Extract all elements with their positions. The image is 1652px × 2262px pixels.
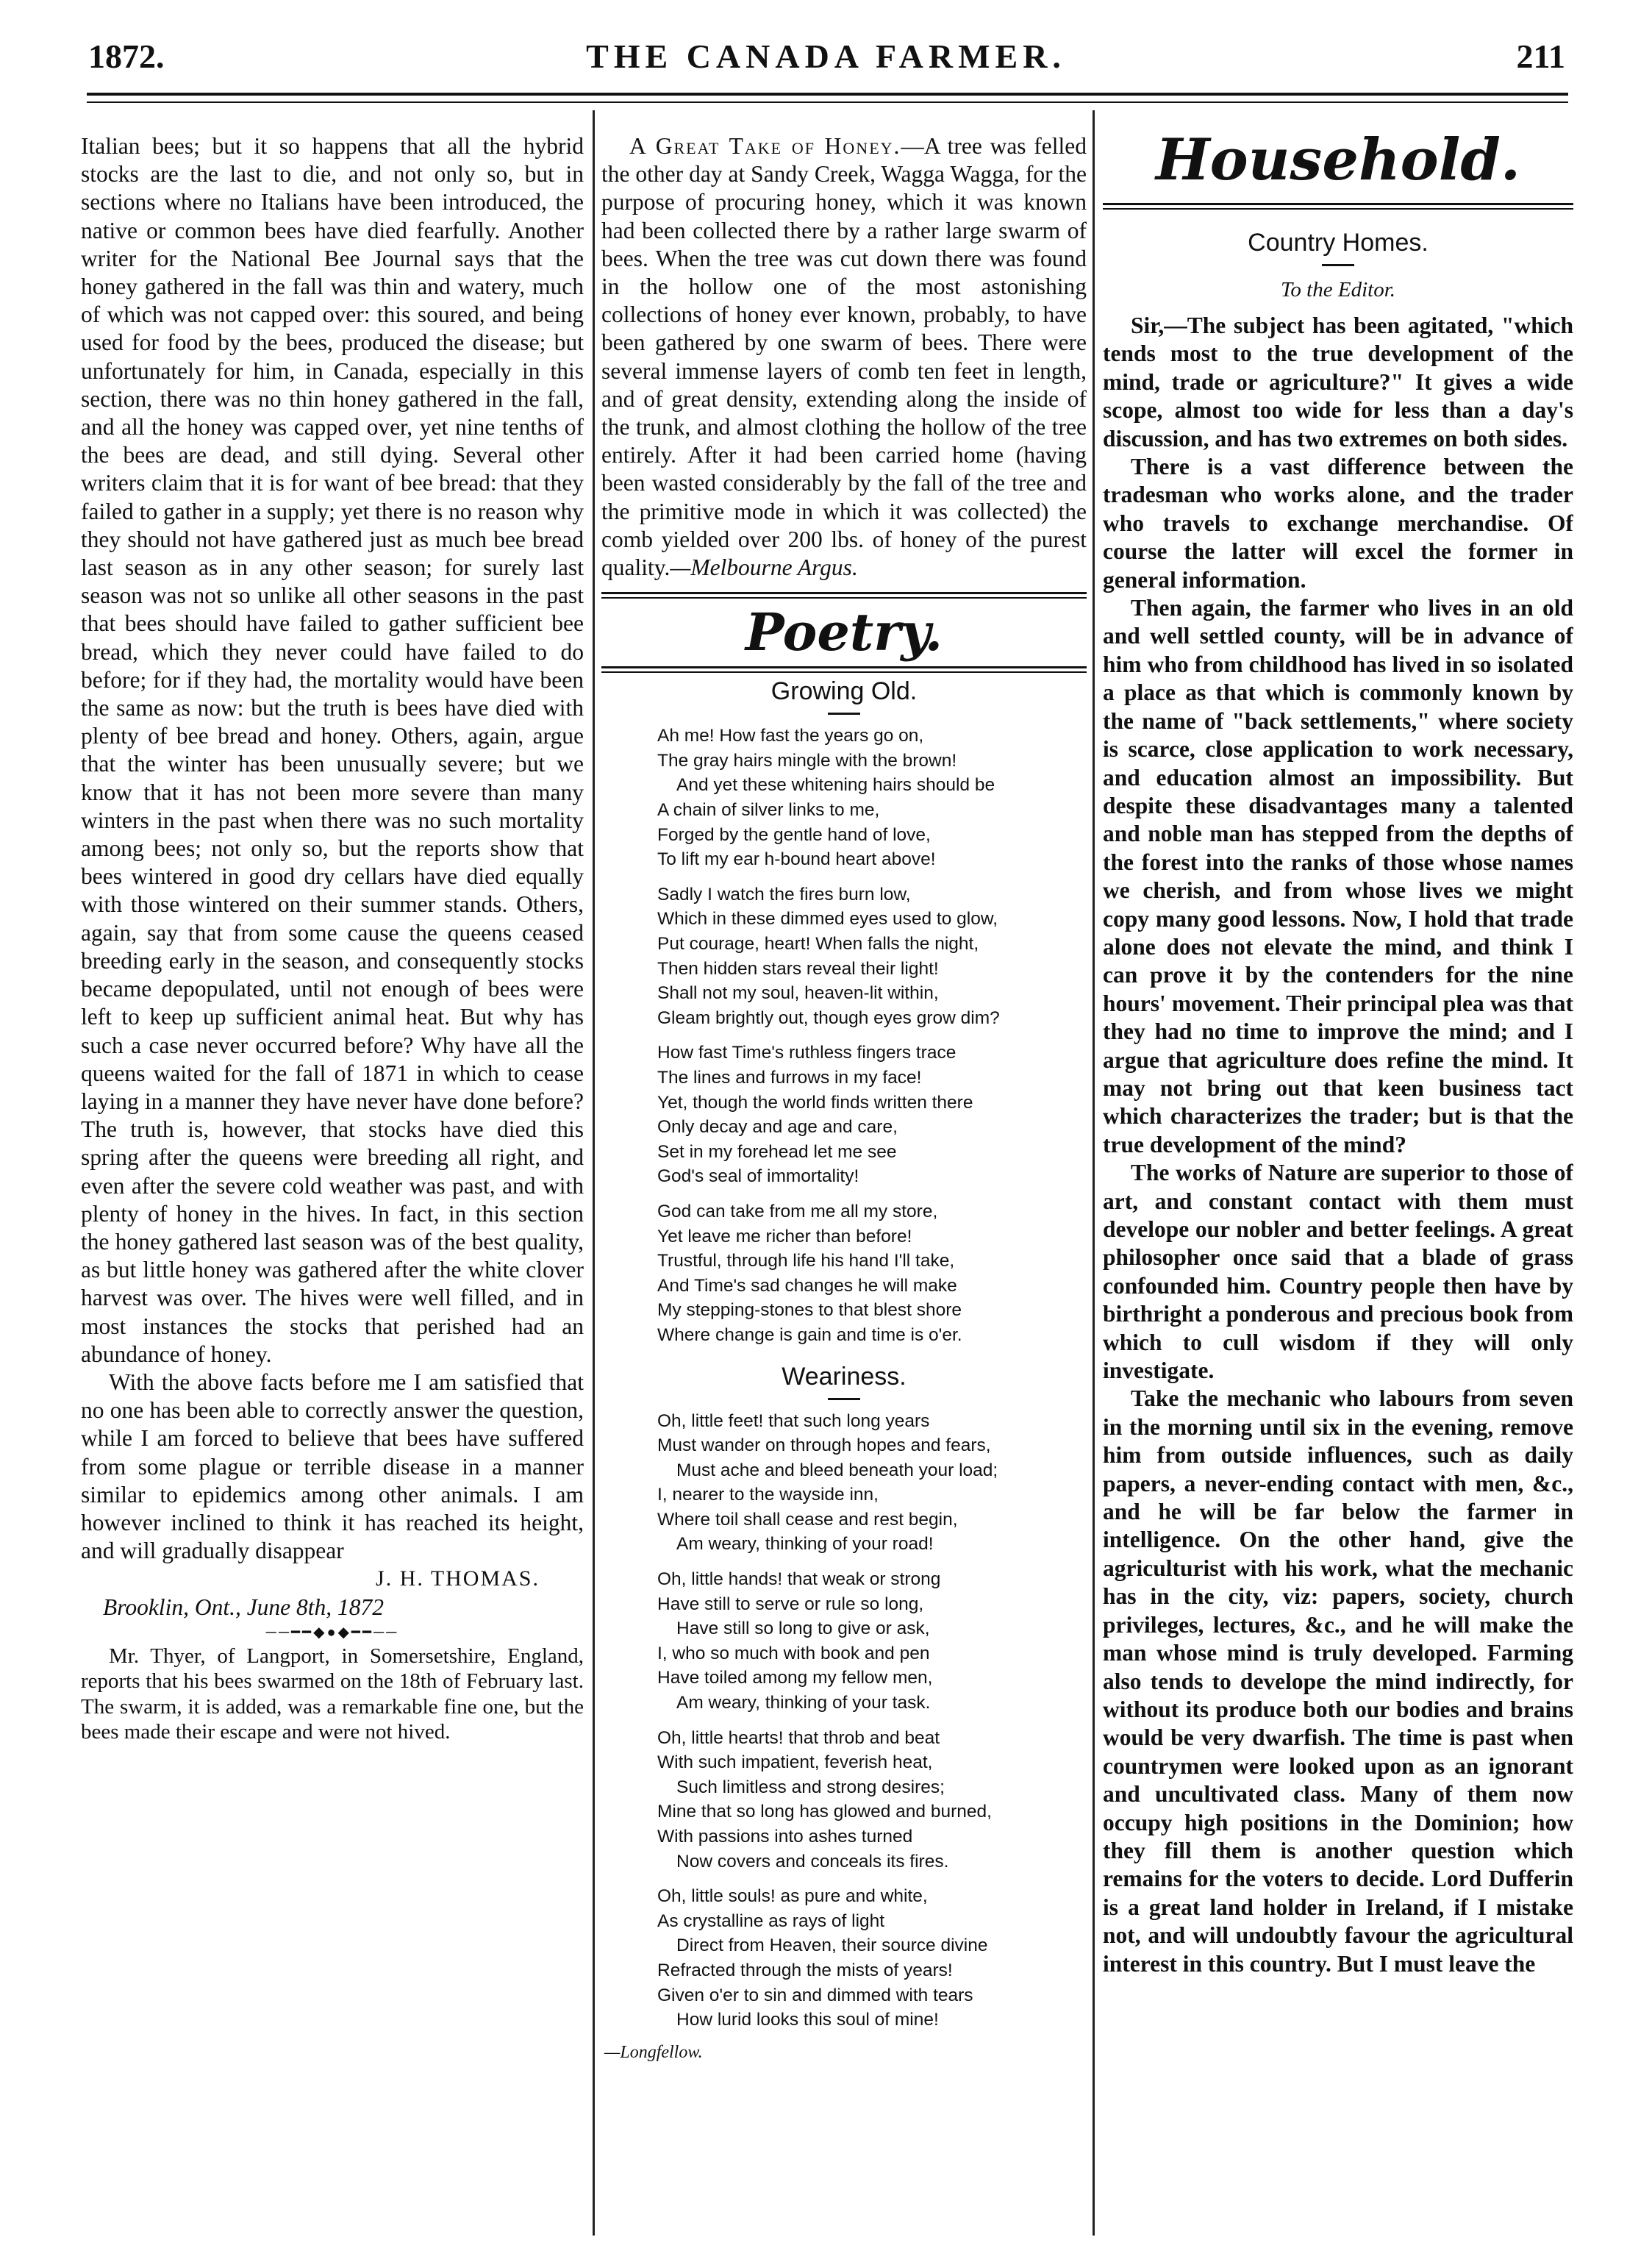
poem-line: Oh, little hands! that weak or strong bbox=[657, 1569, 941, 1590]
poem-line: Now covers and conceals its fires. bbox=[676, 1851, 949, 1872]
section-rule-thin bbox=[1103, 208, 1573, 210]
poem-line: Where toil shall cease and rest begin, bbox=[657, 1509, 958, 1530]
poem-line: Ah me! How fast the years go on, bbox=[657, 726, 924, 746]
section-rule bbox=[601, 592, 1087, 594]
poem-stanza bbox=[657, 1409, 1087, 1558]
country-homes-article bbox=[1103, 312, 1573, 1978]
poem-line: Which in these dimmed eyes used to glow, bbox=[657, 909, 998, 930]
divider-ornament: ──━━◆●◆━━── bbox=[265, 1624, 399, 1641]
poem-line: How lurid looks this soul of mine! bbox=[676, 2010, 939, 2030]
poem-line: Sadly I watch the fires burn low, bbox=[657, 884, 911, 905]
article-paragraph: The works of Nature are superior to those of art, and constant contact with them must develope our nobler and better feelings. A great philosopher once said that a blade of grass confounded him. Country people then have by birthright a ponderous and precious book from which to cull wisdom if they will only investigate. bbox=[1103, 1160, 1573, 1384]
dateline: Brooklin, Ont., June 8th, 1872 bbox=[103, 1594, 385, 1620]
poem-stanza bbox=[657, 882, 1087, 1031]
header-rule-thick bbox=[87, 93, 1568, 96]
column-household bbox=[1103, 124, 1573, 2236]
poem-line: Mine that so long has glowed and burned, bbox=[657, 1802, 992, 1822]
poem-attribution: —Longfellow. bbox=[604, 2042, 703, 2062]
poem-stanza bbox=[657, 1884, 1087, 2033]
poem-line: Given o'er to sin and dimmed with tears bbox=[657, 1985, 973, 2005]
poem-line: God's seal of immortality! bbox=[657, 1166, 859, 1187]
poem-line: I, nearer to the wayside inn, bbox=[657, 1485, 879, 1505]
poem-line: Have still to serve or rule so long, bbox=[657, 1594, 924, 1614]
poem-line: The lines and furrows in my face! bbox=[657, 1067, 922, 1088]
household-section-title: Household. bbox=[1155, 126, 1521, 193]
poem-line: Such limitless and strong desires; bbox=[676, 1777, 945, 1797]
section-rule-thin bbox=[601, 671, 1087, 673]
poem-stanza bbox=[657, 1726, 1087, 1874]
poem-line: The gray hairs mingle with the brown! bbox=[657, 750, 957, 771]
honey-article-source: —Melbourne Argus. bbox=[670, 554, 858, 581]
poem-line: With passions into ashes turned bbox=[657, 1827, 913, 1847]
article-paragraph: Sir,—The subject has been agitated, "which tends most to the true development of the mind, trade or agriculture?" It gives a wide scope, almost too wide for less than a day's discussion, and has two extremes on both sides. bbox=[1103, 313, 1573, 452]
header-title: THE CANADA FARMER. bbox=[586, 38, 1066, 75]
article-paragraph: Take the mechanic who labours from seven in the morning until six in the evening, remove him from outside influences, such as daily papers, a never-ending contact with men, &c., and he will be far below the farmer in intelligence. On the other hand, give the agriculturist with his work, what the mechanic has in the city, viz: papers, society, church privileges, lectures, &c., and he will make the man whose mind is truly developed. Farming also tends to develope the mind indirectly, for without its produce both our bodies and brains would be very dwarfish. The time is past when countrymen were looked upon as an ignorant and uncultivated class. Many of them now occupy high positions in the Dominion; how they fill them is another question which remains for the voters to decide. Lord Dufferin is a great land holder in Ireland, if I mistake not, and will undoubtly favour the agricultural interest in this country. But I must leave the bbox=[1103, 1385, 1573, 1977]
honey-article-title: A Great Take of Honey. bbox=[629, 133, 901, 159]
poem-stanza bbox=[657, 724, 1087, 872]
poem-line: How fast Time's ruthless fingers trace bbox=[657, 1043, 956, 1063]
column-honey-poetry bbox=[601, 132, 1087, 2236]
poem-line: Oh, little hearts! that throb and beat bbox=[657, 1727, 940, 1748]
title-dash bbox=[1322, 264, 1354, 266]
poem-line: Have toiled among my fellow men, bbox=[657, 1668, 933, 1688]
poem-stanza bbox=[657, 1199, 1087, 1348]
poem-line: Must wander on through hopes and fears, bbox=[657, 1435, 991, 1456]
article-paragraph: Italian bees; but it so happens that all the hybrid stocks are the last to die, and not only so, but in sections where no Italians have been introduced, the native or common bees have died fearfully. Another writer for the National Bee Journal says that the honey gathered in the fall was thin and watery, much of which was not capped over: this soured, and being used for food by the bees, produced the disease; but unfortunately for him, in Canada, especially in this section, there was no thin honey gathered in the fall, and all the honey was capped over, yet nine tenths of the bees are dead, and still dying. Several other writers claim that it is for want of bee bread: that they failed to gather in a supply; yet there is no reason why they should not have gathered just as much bee bread last season as in any other season; for surely last season was not so unlike all other seasons in the past that bees should have failed to gather sufficient bee bread, which they never could have failed to do before; for if they had, the mortality would have been the same as now: but the truth is bees have died with plenty of bee bread and honey. Others, again, argue that the winter has been unusually severe; but we know that it has not been more severe than many winters in the past when there was no such mortality among bees; not only so, but the reports show that bees wintered in good dry cellars have died equally with those wintered on their summer stands. Others, again, say that from some cause the queens ceased breeding early in the season, and consequently stocks became depopulated, until not enough of bees were left to keep up sufficient animal heat. But why has such a case never occurred before? Why have all the queens waited for the fall of 1871 in which to cease laying in a manner they have never have done before? The truth is, however, that stocks have died this spring after the queens were breeding all right, and even after the severe cold weather was past, and with plenty of honey in the hives. In fact, in this section the honey gathered last season was of the best quality, as but little honey was gathered after the white clover harvest was over. The hives were well filled, and in most instances the stocks that perished had an abundance of honey. bbox=[81, 133, 584, 1367]
poem-line: Yet leave me richer than before! bbox=[657, 1226, 912, 1246]
poem-line: Where change is gain and time is o'er. bbox=[657, 1324, 962, 1345]
poem-line: Shall not my soul, heaven-lit within, bbox=[657, 983, 939, 1004]
column-divider-1 bbox=[593, 110, 595, 2236]
poem-line: Am weary, thinking of your task. bbox=[676, 1693, 931, 1713]
header-year: 1872. bbox=[88, 38, 165, 75]
author-signature: J. H. THOMAS. bbox=[376, 1566, 540, 1591]
section-rule bbox=[1103, 203, 1573, 205]
poem-line: Oh, little souls! as pure and white, bbox=[657, 1886, 928, 1907]
poem-line: As crystalline as rays of light bbox=[657, 1910, 885, 1931]
poem-stanza bbox=[657, 1567, 1087, 1716]
poem-line: Trustful, through life his hand I'll take, bbox=[657, 1251, 955, 1271]
poem-line: Have still so long to give or ask, bbox=[676, 1619, 930, 1639]
poem-line: I, who so much with book and pen bbox=[657, 1643, 930, 1663]
article-paragraph: Then again, the farmer who lives in an old and well settled county, will be in advance of him who from childhood has lived in so isolated a place as that which is commonly known by the name of "back settlements," where society is scarce, close application to work necessary, and education almost an impossibility. But despite these disadvantages many a talented and noble man has stepped from the depths of the forest into the ranks of those whose names we cherish, and from whose lives we might copy many good lessons. Now, I hold that trade alone does not elevate the mind, and think I can prove it by the contenders for the nine hours' movement. Their principal plea was that they had no time to improve the mind; and I argue that agriculture does refine the mind. It may not bring out that keen business tact which characterizes the trader; but is that the true development of the mind? bbox=[1103, 595, 1573, 1157]
poem-title-growing-old: Growing Old. bbox=[770, 677, 918, 706]
column-bees-article bbox=[81, 132, 584, 2236]
title-dash bbox=[828, 713, 860, 715]
header-page-number: 211 bbox=[1516, 38, 1565, 75]
poem-line: Am weary, thinking of your road! bbox=[676, 1534, 934, 1555]
poem-line: Yet, though the world finds written there bbox=[657, 1092, 973, 1113]
section-rule-thin bbox=[601, 597, 1087, 599]
poem-line: My stepping-stones to that blest shore bbox=[657, 1300, 962, 1321]
bee-swarm-note: Mr. Thyer, of Langport, in Somersetshire, England, reports that his bees swarmed on the 18th of February last. The swarm, it is added, was a remarkable fine one, but the bees made their escape and were not hived. bbox=[81, 1644, 584, 1744]
poem-line: Refracted through the mists of years! bbox=[657, 1960, 953, 1980]
article-title: Country Homes. bbox=[1248, 229, 1428, 257]
poetry-section-title: Poetry. bbox=[745, 602, 943, 663]
poem-line: A chain of silver links to me, bbox=[657, 800, 880, 821]
column-divider-2 bbox=[1093, 110, 1095, 2236]
poem-line: Only decay and age and care, bbox=[657, 1117, 898, 1138]
poem-growing-old bbox=[601, 724, 1087, 1347]
poem-title-weariness: Weariness. bbox=[782, 1362, 907, 1391]
poem-line: Then hidden stars reveal their light! bbox=[657, 958, 939, 979]
poem-line: Put courage, heart! When falls the night, bbox=[657, 934, 979, 954]
poem-line: Set in my forehead let me see bbox=[657, 1141, 897, 1162]
poem-line: Direct from Heaven, their source divine bbox=[676, 1935, 988, 1956]
article-paragraph: With the above facts before me I am satisfied that no one has been able to correctly answer the question, while I am forced to believe that bees have suffered from some plague or terrible disease in a manner similar to epidemics among other animals. I am however inclined to think it has reached its height, and will gradually disappear bbox=[81, 1369, 584, 1564]
poem-line: Oh, little feet! that such long years bbox=[657, 1410, 930, 1431]
section-rule bbox=[601, 666, 1087, 668]
article-paragraph: There is a vast difference between the tradesman who works alone, and the trader who travels to exchange merchandise. Of course the latter will excel the former in general information. bbox=[1103, 454, 1573, 593]
poem-line: To lift my ear h-bound heart above! bbox=[657, 849, 936, 870]
poem-line: Gleam brightly out, though eyes grow dim? bbox=[657, 1007, 1000, 1028]
honey-article-text: —A tree was felled the other day at Sandy Creek, Wagga Wagga, for the purpose of procuring honey, which it was known had been collected there by a rather large swarm of bees. When the tree was cut down there was found in the hollow one of the most astonishing collections of honey ever known, probably, to have been gathered by one swarm of bees. There were several immense layers of comb ten feet in length, and of great density, extending along the inside of the trunk, and almost clothing the hollow of the tree entirely. After it had been carried home (having been wasted considerably by the fall of the tree and the primitive mode in which it was collected) the comb yielded over 200 lbs. of honey of the purest quality. bbox=[601, 133, 1087, 581]
poem-line: And yet these whitening hairs should be bbox=[676, 775, 995, 796]
poem-line: God can take from me all my store, bbox=[657, 1201, 938, 1221]
letter-address: To the Editor. bbox=[1280, 278, 1396, 302]
poem-line: With such impatient, feverish heat, bbox=[657, 1752, 933, 1773]
poem-line: And Time's sad changes he will make bbox=[657, 1275, 957, 1296]
poem-line: Must ache and bleed beneath your load; bbox=[676, 1460, 998, 1480]
title-dash bbox=[828, 1398, 860, 1400]
poem-stanza bbox=[657, 1041, 1087, 1189]
honey-article bbox=[601, 132, 1087, 582]
poem-weariness bbox=[601, 1409, 1087, 2033]
header-rule-thin bbox=[87, 101, 1568, 103]
poem-line: Forged by the gentle hand of love, bbox=[657, 824, 931, 845]
